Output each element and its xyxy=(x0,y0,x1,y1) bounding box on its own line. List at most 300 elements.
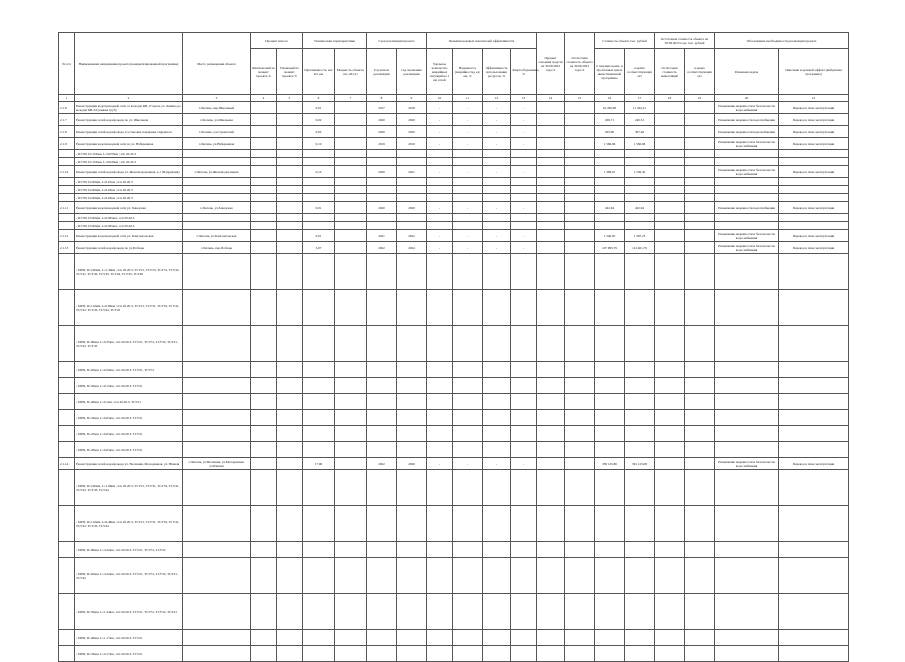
table-cell xyxy=(565,426,595,442)
table-cell xyxy=(715,394,779,410)
table-cell: 240,51 xyxy=(625,114,655,126)
table-cell: - xyxy=(453,126,483,138)
table-row xyxy=(59,166,849,178)
header-period-a: Год начала реализации xyxy=(367,49,397,95)
table-cell xyxy=(251,186,277,194)
table-cell: Реконструкция сетей водопровода по ул. Школьная xyxy=(75,114,183,126)
table-cell xyxy=(397,630,427,646)
table-cell xyxy=(183,158,251,166)
table-cell: 17,96 xyxy=(303,458,335,470)
table-cell xyxy=(595,394,625,410)
table-cell xyxy=(183,410,251,426)
table-cell xyxy=(277,150,303,158)
table-cell: 2.1.7 xyxy=(59,114,75,126)
table-cell: 2019 xyxy=(397,138,427,150)
table-cell xyxy=(685,166,715,178)
table-cell xyxy=(537,594,565,630)
column-number: 10 xyxy=(427,95,453,102)
table-cell: - МРП, D=90мм, L=3,42км ; п/п 20.20.3, ТСУ21, ТСУ31, ТСУ32 xyxy=(75,542,183,558)
table-cell xyxy=(565,394,595,410)
table-cell xyxy=(453,150,483,158)
table-cell xyxy=(655,290,685,326)
table-cell: 2018 xyxy=(397,102,427,114)
table-cell xyxy=(715,254,779,290)
table-cell xyxy=(277,102,303,114)
table-subrow xyxy=(59,158,849,166)
table-cell xyxy=(277,542,303,558)
table-cell xyxy=(453,158,483,166)
table-cell xyxy=(537,178,565,186)
table-cell xyxy=(595,410,625,426)
table-cell: Реконструкция водопроводной сети ул. Комсомольская xyxy=(75,230,183,242)
table-cell xyxy=(367,410,397,426)
column-number: 9 xyxy=(397,95,427,102)
table-cell xyxy=(565,254,595,290)
table-cell xyxy=(277,202,303,214)
table-cell xyxy=(685,558,715,594)
table-cell: 1 556,42 xyxy=(625,166,655,178)
table-cell xyxy=(335,166,367,178)
table-cell xyxy=(303,178,335,186)
table-cell xyxy=(565,178,595,186)
table-cell xyxy=(335,378,367,394)
table-cell: - xyxy=(483,166,511,178)
table-cell xyxy=(277,214,303,222)
table-cell xyxy=(277,254,303,290)
table-cell xyxy=(715,630,779,646)
table-cell xyxy=(277,646,303,662)
table-cell xyxy=(779,426,849,442)
column-number: 13 xyxy=(511,95,537,102)
table-cell: 2.1.11 xyxy=(59,202,75,214)
table-cell xyxy=(367,542,397,558)
table-cell: г.Лютень, ул.Строителей xyxy=(183,126,251,138)
table-cell xyxy=(427,326,453,362)
table-cell xyxy=(655,470,685,506)
table-cell: - ПЭ 80, D=110мм, L=0,055км ; п/п 20.20.3 xyxy=(75,150,183,158)
table-cell: - xyxy=(483,138,511,150)
table-cell xyxy=(595,442,625,458)
table-cell: Реконструкция водопроводной сети по ул. Набережная xyxy=(75,138,183,150)
header-rest-b: в ценах соответствующих лет xyxy=(685,49,715,95)
table-cell xyxy=(303,394,335,410)
table-cell: - xyxy=(511,114,537,126)
table-cell xyxy=(537,126,565,138)
table-cell xyxy=(183,506,251,542)
table-cell xyxy=(779,394,849,410)
table-cell: Повышение надежности и безопасности водоснабжения xyxy=(715,458,779,470)
table-cell xyxy=(715,158,779,166)
table-cell xyxy=(183,646,251,662)
table-cell: - xyxy=(427,242,453,254)
table-cell xyxy=(453,326,483,362)
table-cell xyxy=(427,646,453,662)
table-cell xyxy=(779,378,849,394)
table-cell: 2021 xyxy=(397,166,427,178)
table-subrow xyxy=(59,186,849,194)
table-cell: 2022 xyxy=(367,242,397,254)
table-cell xyxy=(685,442,715,458)
table-cell xyxy=(715,378,779,394)
table-cell xyxy=(59,362,75,378)
table-cell xyxy=(511,194,537,202)
table-cell xyxy=(277,178,303,186)
table-cell xyxy=(335,630,367,646)
table-cell xyxy=(625,178,655,186)
table-cell xyxy=(779,594,849,630)
table-cell xyxy=(511,150,537,158)
table-cell: 2.1.13 xyxy=(59,242,75,254)
column-number: 19 xyxy=(685,95,715,102)
table-cell xyxy=(625,410,655,426)
table-cell: - xyxy=(427,138,453,150)
table-body xyxy=(59,95,849,662)
table-cell xyxy=(59,158,75,166)
table-cell xyxy=(565,542,595,558)
table-cell: 2.1.10 xyxy=(59,166,75,178)
table-cell xyxy=(685,458,715,470)
table-cell xyxy=(251,126,277,138)
column-number: 17 xyxy=(625,95,655,102)
column-number: 16 xyxy=(595,95,625,102)
table-subrow xyxy=(59,410,849,426)
table-cell xyxy=(303,378,335,394)
table-cell: г.Лютень, пер.Победы xyxy=(183,242,251,254)
table-cell: - МРП, D=63мм, L=3,42км ; п/п 20.20.3, ТСУ21, ТСУ31, ТСУ32, ТСУ41, ТСУ42 xyxy=(75,558,183,594)
table-cell xyxy=(537,194,565,202)
table-cell xyxy=(303,326,335,362)
table-cell xyxy=(427,362,453,378)
table-cell: - xyxy=(427,202,453,214)
table-cell xyxy=(397,394,427,410)
table-cell xyxy=(565,202,595,214)
table-cell xyxy=(511,646,537,662)
table-cell xyxy=(565,186,595,194)
header-group-price: Стоимость объекта тыс. рублей xyxy=(595,33,655,49)
header-price-a: в текущих ценах, в прогнозных ценах инвестиционной программы xyxy=(595,49,625,95)
table-cell xyxy=(715,426,779,442)
table-cell xyxy=(397,410,427,426)
table-cell xyxy=(397,594,427,630)
table-cell xyxy=(303,594,335,630)
table-cell xyxy=(277,326,303,362)
table-cell xyxy=(367,178,397,186)
table-cell xyxy=(537,442,565,458)
table-cell: - МРП, D=40мм, L=1,17км ; п/п 20.20.3, ТСУ21 xyxy=(75,630,183,646)
table-cell xyxy=(367,254,397,290)
table-cell: - ПЭ 80, D=110мм, L=0,045км ; п/п 20.20.3 xyxy=(75,158,183,166)
table-cell xyxy=(565,630,595,646)
table-cell xyxy=(277,426,303,442)
table-cell xyxy=(685,214,715,222)
table-cell: - xyxy=(453,230,483,242)
table-cell xyxy=(277,158,303,166)
table-cell xyxy=(59,394,75,410)
table-cell: 2021 xyxy=(367,230,397,242)
table-row xyxy=(59,138,849,150)
table-cell: - xyxy=(427,102,453,114)
table-cell: 3,07 xyxy=(303,242,335,254)
header-group-tech: Технические характеристики xyxy=(303,33,367,49)
table-cell xyxy=(565,410,595,426)
table-cell xyxy=(303,442,335,458)
table-cell xyxy=(483,646,511,662)
table-cell xyxy=(625,558,655,594)
table-cell xyxy=(779,630,849,646)
table-cell xyxy=(715,470,779,506)
table-cell xyxy=(537,394,565,410)
table-cell xyxy=(335,426,367,442)
table-cell xyxy=(655,178,685,186)
table-cell xyxy=(655,222,685,230)
table-cell xyxy=(183,594,251,630)
table-cell xyxy=(715,542,779,558)
table-cell xyxy=(59,326,75,362)
table-cell xyxy=(685,470,715,506)
table-cell xyxy=(453,194,483,202)
table-subrow xyxy=(59,506,849,542)
table-cell: 2.1.14 xyxy=(59,458,75,470)
header-tech-a: Протяженность, км/м3, км xyxy=(303,49,335,95)
table-cell: 307,49 xyxy=(625,126,655,138)
table-cell xyxy=(715,178,779,186)
table-cell xyxy=(483,378,511,394)
table-cell xyxy=(367,394,397,410)
table-cell xyxy=(397,426,427,442)
table-cell xyxy=(595,506,625,542)
table-cell xyxy=(335,178,367,186)
table-cell xyxy=(397,214,427,222)
table-cell xyxy=(335,194,367,202)
table-cell xyxy=(537,290,565,326)
table-row xyxy=(59,114,849,126)
table-cell xyxy=(565,362,595,378)
table-cell: Повышение надежности водоснабжения xyxy=(715,202,779,214)
table-subrow xyxy=(59,594,849,630)
table-cell xyxy=(565,166,595,178)
header-group-effect: Значения целевых показателей эффективности xyxy=(427,33,537,49)
table-cell xyxy=(303,630,335,646)
table-cell xyxy=(335,506,367,542)
table-cell xyxy=(183,470,251,506)
table-cell xyxy=(251,506,277,542)
table-cell xyxy=(367,426,397,442)
table-cell xyxy=(453,594,483,630)
table-cell: 2024 xyxy=(397,242,427,254)
table-cell: 2019 xyxy=(367,138,397,150)
table-cell xyxy=(453,290,483,326)
table-cell xyxy=(277,114,303,126)
table-cell xyxy=(483,630,511,646)
column-number: 5 xyxy=(277,95,303,102)
table-cell xyxy=(625,186,655,194)
header-just-b: Описание и целевой эффект (выбранная программа) xyxy=(779,49,849,95)
header-group-rest: Остаточная стоимость объекта на 30.09.2023 года, тыс. рублей xyxy=(655,33,715,49)
table-cell: 1 399,67 xyxy=(595,166,625,178)
table-cell xyxy=(685,326,715,362)
table-cell xyxy=(625,394,655,410)
table-cell xyxy=(303,426,335,442)
table-cell: - xyxy=(511,458,537,470)
table-cell: Повышение надежности и безопасности водоснабжения xyxy=(715,138,779,150)
table-cell xyxy=(483,254,511,290)
table-cell xyxy=(685,126,715,138)
table-cell xyxy=(183,630,251,646)
header-place: Место размещения объекта xyxy=(183,33,251,95)
table-cell xyxy=(59,506,75,542)
table-cell xyxy=(655,410,685,426)
table-cell xyxy=(303,410,335,426)
table-cell xyxy=(655,202,685,214)
table-cell xyxy=(183,362,251,378)
table-cell xyxy=(427,378,453,394)
table-cell: Перевод в план эксплуатации xyxy=(779,114,849,126)
table-cell: Перевод в план эксплуатации xyxy=(779,126,849,138)
table-cell: - МРП, D=32мм, L=0,17км ; п/п 20.20.3, ТСУ21 xyxy=(75,646,183,662)
table-cell xyxy=(183,150,251,158)
table-cell xyxy=(511,186,537,194)
table-cell xyxy=(565,114,595,126)
table-cell xyxy=(715,362,779,378)
table-cell xyxy=(715,186,779,194)
table-subrow xyxy=(59,150,849,158)
table-cell xyxy=(625,158,655,166)
table-cell: - МРП, D=32мм, L=0,05км ; п/п 20.20.3, ТСУ21 xyxy=(75,410,183,426)
header-eff-a: Удельное количество аварийных ситуаций на 1 км сетей xyxy=(427,49,453,95)
table-cell xyxy=(685,230,715,242)
table-cell xyxy=(779,646,849,662)
table-cell: - xyxy=(453,202,483,214)
table-cell xyxy=(367,290,397,326)
table-cell xyxy=(625,378,655,394)
table-cell xyxy=(453,470,483,506)
table-cell xyxy=(483,594,511,630)
table-cell xyxy=(251,254,277,290)
column-number-row xyxy=(59,95,849,102)
table-cell: 2017 xyxy=(367,102,397,114)
column-number: 18 xyxy=(655,95,685,102)
table-cell xyxy=(655,230,685,242)
table-cell xyxy=(655,194,685,202)
table-cell xyxy=(183,186,251,194)
table-cell xyxy=(335,138,367,150)
table-cell xyxy=(367,646,397,662)
table-cell: - МРП, D=110мм, L=6,48км ; п/п 20.20.3, ТСУ21, ТСУ31, ТСУ32, ТСУ41, ТСУ42, ТСУ43, ТСУ44 xyxy=(75,506,183,542)
table-subrow xyxy=(59,442,849,458)
table-cell: Перевод в план эксплуатации xyxy=(779,138,849,150)
table-cell xyxy=(453,630,483,646)
table-cell xyxy=(537,470,565,506)
table-cell: - xyxy=(511,102,537,114)
table-cell xyxy=(183,542,251,558)
table-cell xyxy=(427,470,453,506)
table-cell xyxy=(277,594,303,630)
column-number: 2 xyxy=(75,95,183,102)
table-cell xyxy=(565,222,595,230)
table-cell xyxy=(779,222,849,230)
table-cell xyxy=(303,558,335,594)
table-cell xyxy=(625,362,655,378)
table-cell xyxy=(59,558,75,594)
table-cell xyxy=(397,470,427,506)
table-cell xyxy=(779,150,849,158)
column-number: 8 xyxy=(367,95,397,102)
table-cell xyxy=(59,542,75,558)
table-cell xyxy=(251,558,277,594)
table-cell xyxy=(565,470,595,506)
table-subrow xyxy=(59,558,849,594)
table-cell xyxy=(685,158,715,166)
table-cell xyxy=(251,410,277,426)
table-cell: - xyxy=(453,114,483,126)
table-cell xyxy=(483,178,511,186)
table-cell xyxy=(303,646,335,662)
table-cell xyxy=(251,394,277,410)
table-cell xyxy=(453,542,483,558)
table-cell xyxy=(335,158,367,166)
table-cell: 2020 xyxy=(397,114,427,126)
table-cell xyxy=(565,326,595,362)
table-cell: - xyxy=(483,458,511,470)
table-cell xyxy=(303,186,335,194)
table-cell xyxy=(565,102,595,114)
table-cell: г.Лютень, ул.Заводская xyxy=(183,202,251,214)
table-cell xyxy=(427,194,453,202)
table-cell xyxy=(655,426,685,442)
table-cell xyxy=(511,442,537,458)
table-cell xyxy=(511,630,537,646)
table-cell: - xyxy=(511,166,537,178)
table-cell xyxy=(537,378,565,394)
table-cell xyxy=(565,458,595,470)
table-cell xyxy=(397,542,427,558)
table-cell xyxy=(779,186,849,194)
table-cell xyxy=(779,506,849,542)
table-cell xyxy=(483,214,511,222)
header-group-justify: Обоснование необходимости реализации проекта xyxy=(715,33,849,49)
table-cell xyxy=(483,362,511,378)
table-cell xyxy=(565,558,595,594)
table-cell xyxy=(453,394,483,410)
table-cell xyxy=(595,558,625,594)
table-cell xyxy=(779,194,849,202)
table-subrow xyxy=(59,290,849,326)
table-cell xyxy=(655,594,685,630)
table-cell xyxy=(511,326,537,362)
table-cell xyxy=(511,506,537,542)
table-subrow xyxy=(59,214,849,222)
table-cell xyxy=(595,594,625,630)
table-cell xyxy=(715,194,779,202)
table-cell xyxy=(715,214,779,222)
table-cell xyxy=(183,378,251,394)
table-cell xyxy=(251,470,277,506)
table-cell xyxy=(655,458,685,470)
table-cell xyxy=(427,222,453,230)
table-cell xyxy=(625,442,655,458)
table-cell xyxy=(537,214,565,222)
table-cell xyxy=(335,126,367,138)
table-cell xyxy=(483,426,511,442)
table-cell xyxy=(511,158,537,166)
table-cell xyxy=(595,362,625,378)
table-cell: - xyxy=(483,230,511,242)
table-cell: - xyxy=(453,138,483,150)
table-cell: 0,01 xyxy=(303,102,335,114)
table-cell: Реконструкция сетей водопровода ул. Железнодорожная, д.1 (Подрядчик) xyxy=(75,166,183,178)
table-cell xyxy=(397,646,427,662)
table-cell xyxy=(565,594,595,630)
